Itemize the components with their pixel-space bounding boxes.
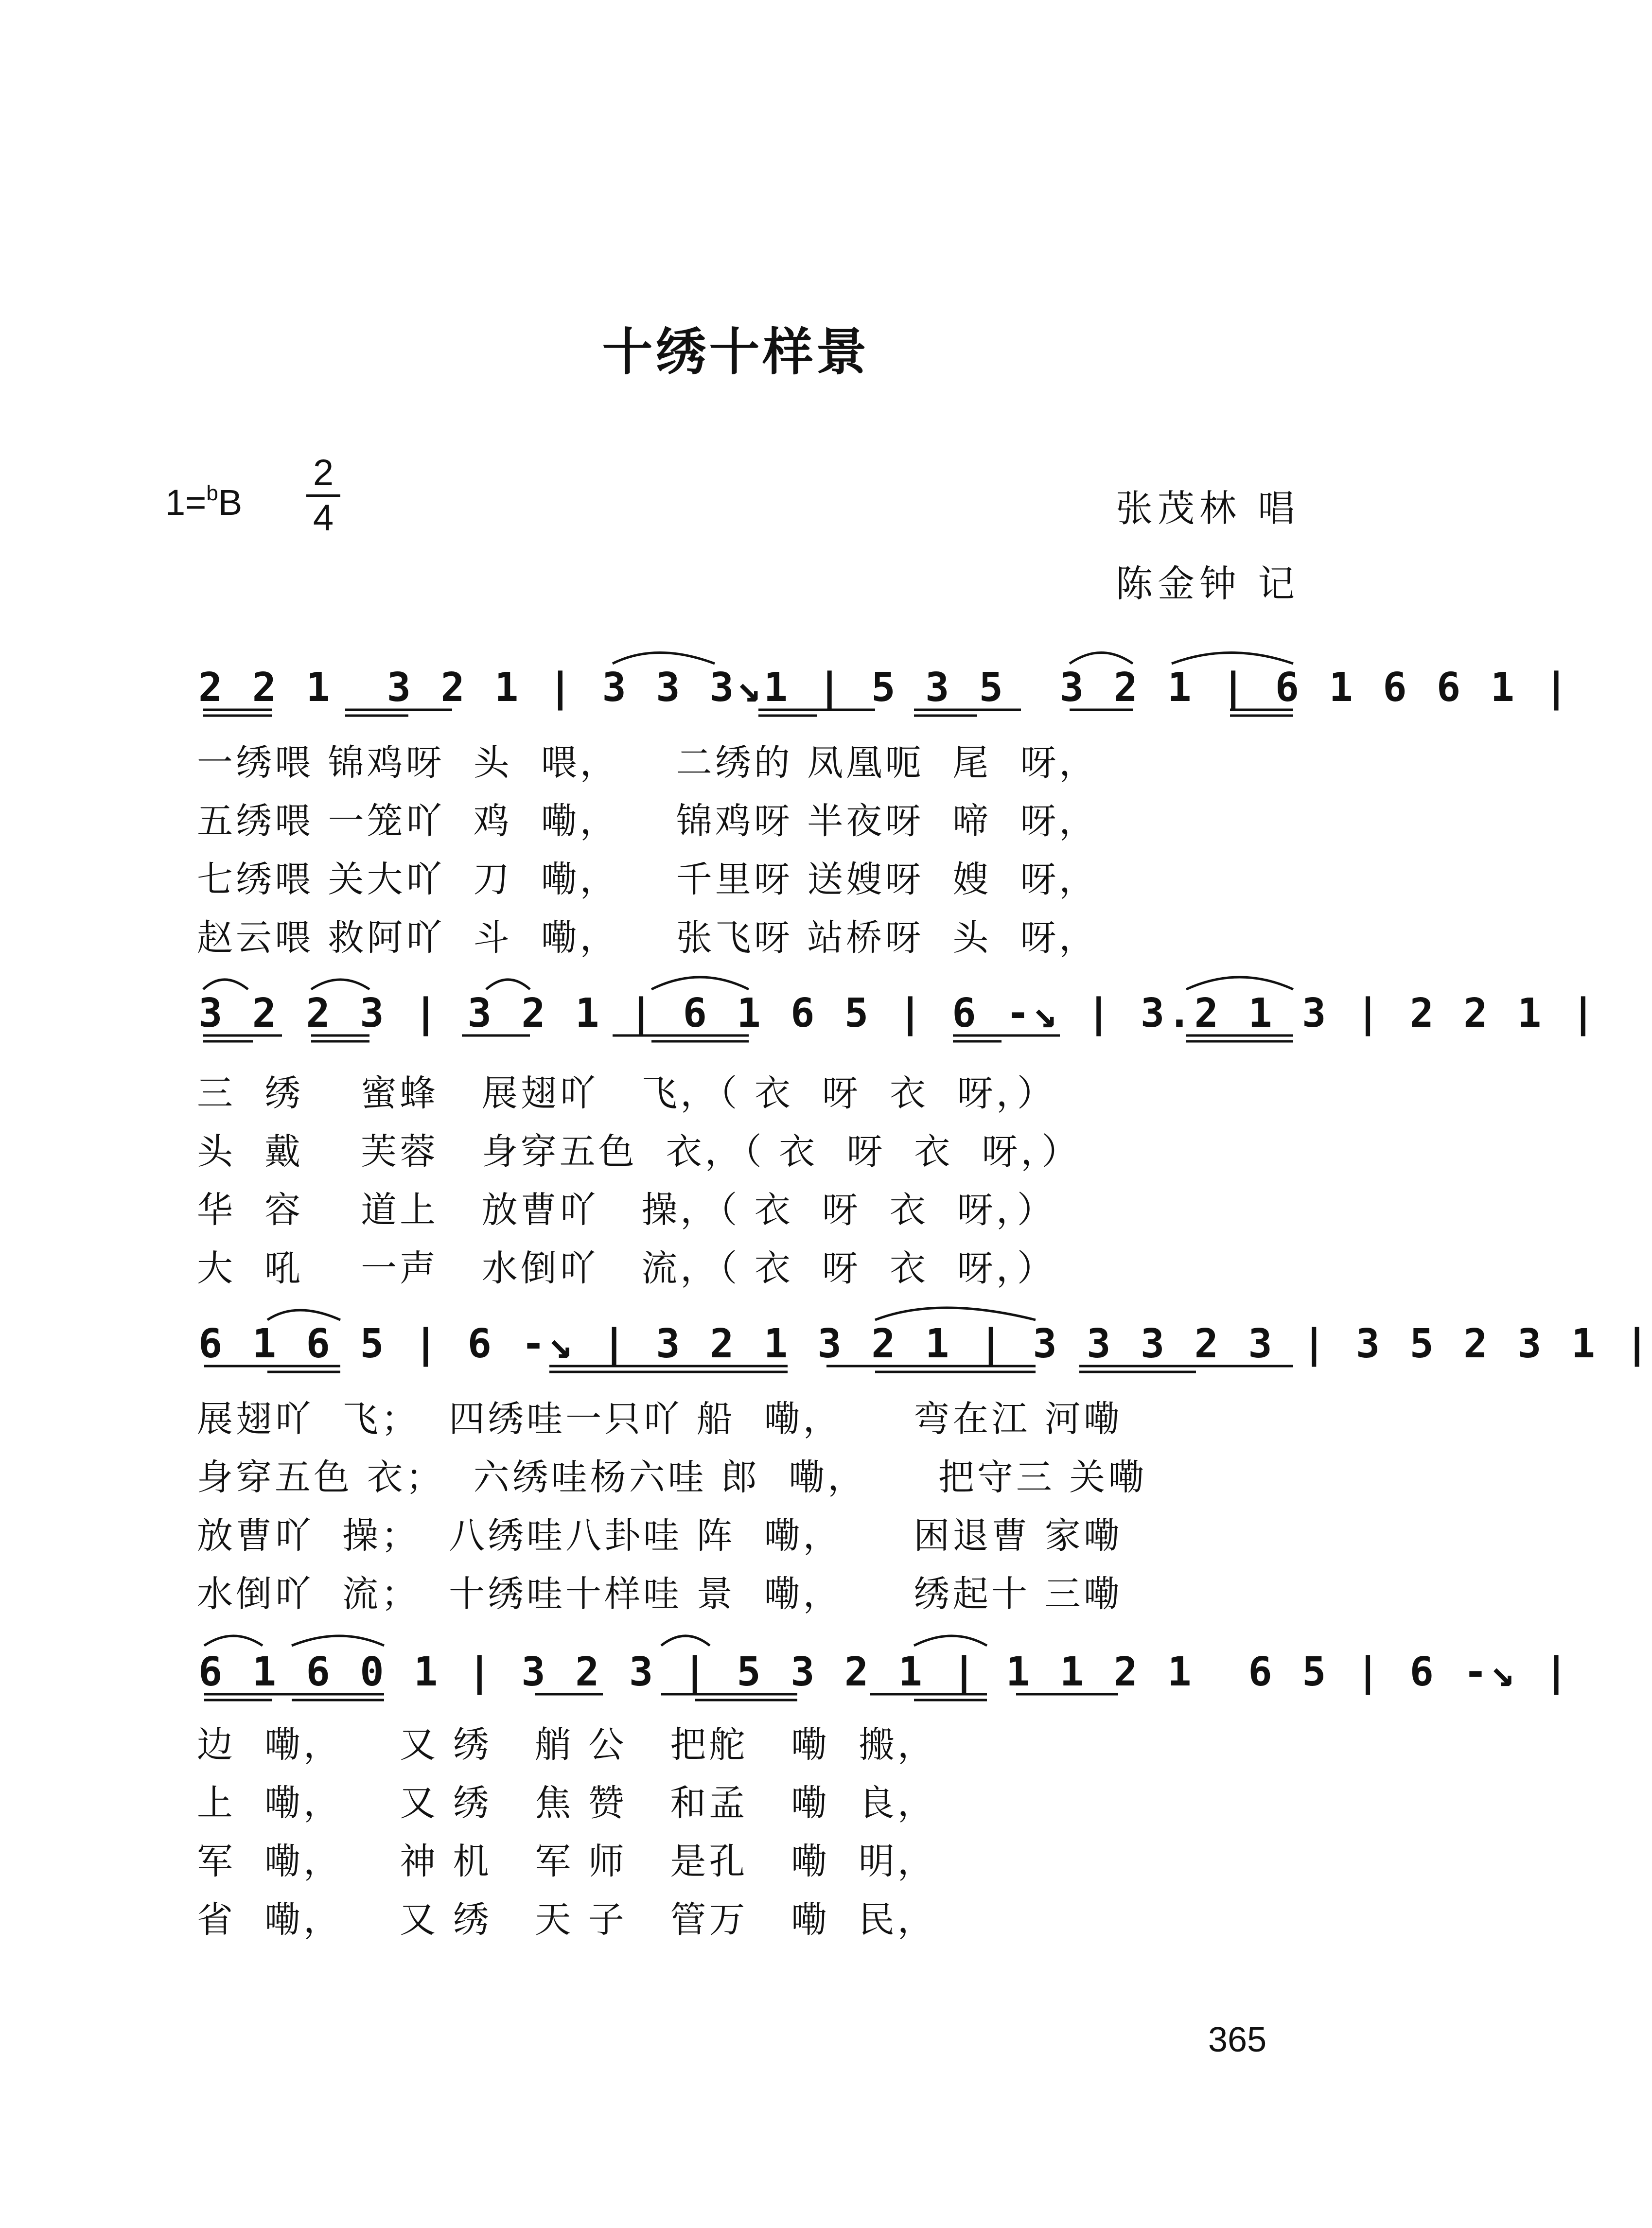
notation-line-3: 6 1 6 5 | 6 -↘ | 3 2 1 3 2 1 | 3 3 3 2 3 | 3 5 2 3 1 | [198,1321,1652,1367]
lyric-line-1-1: 一绣喂 锦鸡呀 头 喂， 二绣的 凤凰呃 尾 呀， [197,742,1098,784]
key-flat: b [206,481,218,505]
time-denominator: 4 [313,497,334,539]
tie-arc [267,1310,340,1320]
lyric-line-3-3: 放曹吖 操； 八绣哇八卦哇 阵 嘞， 困退曹 家嘞 [197,1515,1123,1557]
tie-arc [204,1636,263,1646]
lyric-line-4-2: 上 嘞， 又 绣 焦 赞 和孟 嘞 良， [197,1782,936,1824]
tie-arc [311,980,369,989]
page-title: 十绣十样景 [602,322,870,382]
lyric-line-1-2: 五绣喂 一笼吖 鸡 嘞， 锦鸡呀 半夜呀 啼 呀， [197,800,1098,842]
notation-line-2: 3 2 2 3 | 3 2 1 | 6 1 6 5 | 6 -↘ | 3.2 1 3 | 2 2 1 | [198,990,1599,1036]
tie-arc [486,980,530,989]
lyric-line-2-1: 三 绣 蜜蜂 展翅吖 飞，（ 衣 呀 衣 呀，） [197,1072,1056,1114]
notation-line-1: 2 2 1 3 2 1 | 3 3 3↘1 | 5 3 5 3 2 1 | 6 1 6 6 1 | [198,665,1571,711]
lyric-line-2-4: 大 吼 一声 水倒吖 流，（ 衣 呀 衣 呀，） [197,1247,1056,1289]
tie-arc [613,653,715,664]
notation-line-4: 6 1 6 0 1 | 3 2 3 | 5 3 2 1 | 1 1 2 1 6 5 | 6 -↘ | [198,1649,1571,1695]
lyric-line-4-4: 省 嘞， 又 绣 天 子 管万 嘞 民， [197,1899,936,1941]
tie-arc [1172,653,1293,664]
time-numerator: 2 [313,452,334,493]
tie-arc [1186,977,1293,989]
lyric-line-1-3: 七绣喂 关大吖 刀 嘞， 千里呀 送嫂呀 嫂 呀， [197,859,1098,900]
lyric-line-4-1: 边 嘞， 又 绣 艄 公 把舵 嘞 搬， [197,1724,936,1766]
tie-arc [1070,653,1133,664]
lyric-line-1-4: 赵云喂 救阿吖 斗 嘞， 张飞呀 站桥呀 头 呀， [197,917,1098,959]
key-note: B [218,482,243,523]
lyric-line-4-3: 军 嘞， 神 机 军 师 是孔 嘞 明， [197,1841,936,1882]
tie-arc [875,1308,1036,1320]
singer-credit: 张茂林 唱 [1116,487,1300,530]
tie-arc [914,1636,987,1646]
lyric-line-2-2: 头 戴 芙蓉 身穿五色 衣，（ 衣 呀 衣 呀，） [197,1131,1081,1173]
key-prefix: 1= [165,482,207,523]
tie-arc [661,1636,710,1646]
lyric-line-2-3: 华 容 道上 放曹吖 操，（ 衣 呀 衣 呀，） [197,1189,1056,1231]
page-number: 365 [1208,2020,1267,2059]
lyric-line-3-2: 身穿五色 衣； 六绣哇杨六哇 郎 嘞， 把守三 关嘞 [197,1456,1147,1498]
lyric-line-3-4: 水倒吖 流； 十绣哇十样哇 景 嘞， 绣起十 三嘞 [197,1573,1123,1615]
tie-arc [203,980,248,989]
lyric-line-3-1: 展翅吖 飞； 四绣哇一只吖 船 嘞， 弯在江 河嘞 [197,1398,1123,1440]
tie-arc [292,1636,384,1646]
tie-arc [651,977,749,989]
transcriber-credit: 陈金钟 记 [1116,562,1300,605]
